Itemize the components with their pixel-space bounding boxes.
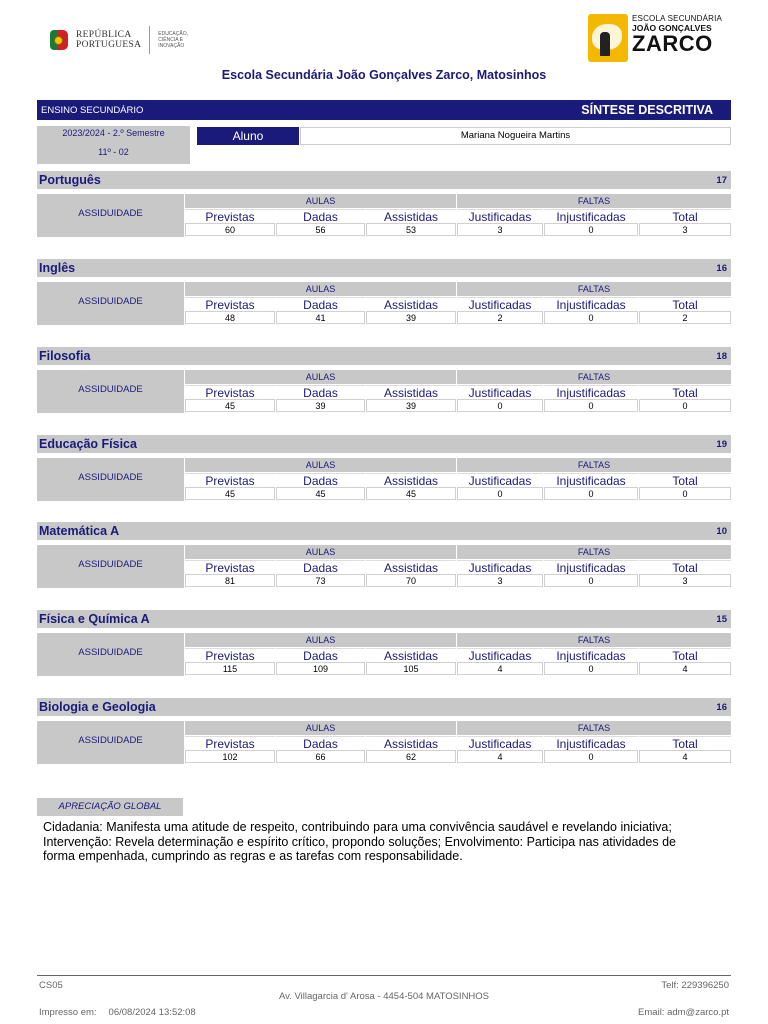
column-header-assistidas: Assistidas <box>366 297 456 311</box>
footer-email: Email: adm@zarco.pt <box>638 1007 729 1018</box>
school-name-main: ZARCO <box>632 31 713 56</box>
gov-line-1: REPÚBLICA <box>76 30 132 40</box>
absences-group-header: FALTAS <box>457 458 731 472</box>
subject-name: Filosofia <box>39 349 91 363</box>
attendance-table <box>37 633 731 676</box>
column-header-dadas: Dadas <box>276 385 365 399</box>
class-name: 11º - 02 <box>98 147 129 157</box>
subject-name: Educação Física <box>39 437 137 451</box>
column-header-injustificadas: Injustificadas <box>544 385 638 399</box>
school-year: 2023/2024 - 2.º Semestre <box>62 128 165 138</box>
subject-name: Física e Química A <box>39 612 150 626</box>
column-header-justificadas: Justificadas <box>457 736 543 750</box>
column-header-total: Total <box>639 736 731 750</box>
attendance-label: ASSIDUIDADE <box>37 721 184 764</box>
value-previstas: 102 <box>185 750 275 763</box>
attendance-label: ASSIDUIDADE <box>37 194 184 237</box>
value-justificadas: 4 <box>457 750 543 763</box>
value-total: 2 <box>639 311 731 324</box>
subject-block <box>37 171 731 237</box>
value-injustificadas: 0 <box>544 574 638 587</box>
attendance-table <box>37 545 731 588</box>
absences-group-header: FALTAS <box>457 370 731 384</box>
subject-header <box>37 610 731 628</box>
column-header-justificadas: Justificadas <box>457 648 543 662</box>
portuguese-flag-icon <box>50 28 70 52</box>
column-header-dadas: Dadas <box>276 297 365 311</box>
document-title: Escola Secundária João Gonçalves Zarco, Matosinhos <box>221 68 547 82</box>
value-dadas: 41 <box>276 311 365 324</box>
subject-block <box>37 698 731 764</box>
school-name-part: JOÃO GONÇALVES <box>632 23 712 33</box>
value-justificadas: 0 <box>457 399 543 412</box>
value-injustificadas: 0 <box>544 399 638 412</box>
footer-address: Av. Villagarcia d' Arosa - 4454-504 MATOSINHOS <box>278 991 490 1002</box>
logo-divider <box>149 26 150 54</box>
value-injustificadas: 0 <box>544 223 638 236</box>
classes-group-header: AULAS <box>185 633 456 647</box>
attendance-label: ASSIDUIDADE <box>37 370 184 413</box>
value-assistidas: 53 <box>366 223 456 236</box>
attendance-table <box>37 370 731 413</box>
subject-name: Português <box>39 173 101 187</box>
school-type: ESCOLA SECUNDÁRIA <box>632 14 723 23</box>
ministry-name: EDUCAÇÃO, CIÊNCIA E INOVAÇÃO <box>158 31 188 49</box>
print-info <box>39 1007 196 1018</box>
classes-group-header: AULAS <box>185 545 456 559</box>
attendance-table <box>37 721 731 764</box>
document-code: CS05 <box>39 980 63 991</box>
school-emblem-icon <box>588 14 628 62</box>
section-band <box>37 100 731 120</box>
footer-phone: Telf: 229396250 <box>661 980 729 991</box>
report-type: SÍNTESE DESCRITIVA <box>581 103 713 117</box>
print-label: Impresso em: <box>39 1007 97 1018</box>
column-header-previstas: Previstas <box>185 297 275 311</box>
subject-header <box>37 347 731 365</box>
subject-code: 17 <box>716 174 727 186</box>
column-header-dadas: Dadas <box>276 560 365 574</box>
value-justificadas: 4 <box>457 662 543 675</box>
value-previstas: 115 <box>185 662 275 675</box>
subject-block <box>37 522 731 588</box>
value-injustificadas: 0 <box>544 487 638 500</box>
column-header-dadas: Dadas <box>276 473 365 487</box>
subject-code: 16 <box>716 701 727 713</box>
value-previstas: 45 <box>185 487 275 500</box>
column-header-injustificadas: Injustificadas <box>544 648 638 662</box>
print-date: 06/08/2024 13:52:08 <box>108 1007 196 1018</box>
value-total: 4 <box>639 750 731 763</box>
absences-group-header: FALTAS <box>457 721 731 735</box>
value-previstas: 45 <box>185 399 275 412</box>
column-header-total: Total <box>639 297 731 311</box>
value-dadas: 66 <box>276 750 365 763</box>
absences-group-header: FALTAS <box>457 282 731 296</box>
value-total: 4 <box>639 662 731 675</box>
value-previstas: 60 <box>185 223 275 236</box>
column-header-injustificadas: Injustificadas <box>544 560 638 574</box>
column-header-justificadas: Justificadas <box>457 385 543 399</box>
column-header-justificadas: Justificadas <box>457 209 543 223</box>
value-previstas: 81 <box>185 574 275 587</box>
subject-code: 19 <box>716 438 727 450</box>
column-header-total: Total <box>639 560 731 574</box>
column-header-assistidas: Assistidas <box>366 648 456 662</box>
classes-group-header: AULAS <box>185 194 456 208</box>
attendance-table <box>37 458 731 501</box>
column-header-injustificadas: Injustificadas <box>544 297 638 311</box>
global-appraisal-text: Cidadania: Manifesta uma atitude de respeito, contribuindo para uma convivência saudável e revelando iniciativa; Intervenção: Revela determinação e espírito crítico, propondo soluções; Envolvimento: Participa nas atividades de forma empenhada, cumprindo as regras e as tarefas com responsabilidade. <box>43 820 676 863</box>
value-dadas: 56 <box>276 223 365 236</box>
government-name <box>76 30 141 50</box>
subject-code: 15 <box>716 613 727 625</box>
student-label: Aluno <box>197 127 299 145</box>
value-dadas: 109 <box>276 662 365 675</box>
absences-group-header: FALTAS <box>457 194 731 208</box>
value-previstas: 48 <box>185 311 275 324</box>
school-logo-text <box>632 14 722 55</box>
education-level: ENSINO SECUNDÁRIO <box>41 104 144 116</box>
classes-group-header: AULAS <box>185 721 456 735</box>
attendance-table <box>37 194 731 237</box>
value-injustificadas: 0 <box>544 750 638 763</box>
column-header-assistidas: Assistidas <box>366 473 456 487</box>
column-header-injustificadas: Injustificadas <box>544 209 638 223</box>
school-logo <box>588 14 722 62</box>
subject-header <box>37 435 731 453</box>
subject-header <box>37 171 731 189</box>
value-assistidas: 62 <box>366 750 456 763</box>
column-header-dadas: Dadas <box>276 648 365 662</box>
column-header-justificadas: Justificadas <box>457 560 543 574</box>
column-header-justificadas: Justificadas <box>457 297 543 311</box>
classes-group-header: AULAS <box>185 282 456 296</box>
subject-name: Inglês <box>39 261 76 275</box>
value-assistidas: 105 <box>366 662 456 675</box>
column-header-previstas: Previstas <box>185 473 275 487</box>
subject-code: 16 <box>716 262 727 274</box>
value-total: 0 <box>639 399 731 412</box>
value-justificadas: 3 <box>457 223 543 236</box>
column-header-total: Total <box>639 473 731 487</box>
column-header-assistidas: Assistidas <box>366 209 456 223</box>
government-logo <box>50 26 206 54</box>
attendance-label: ASSIDUIDADE <box>37 633 184 676</box>
subject-code: 10 <box>716 525 727 537</box>
attendance-label: ASSIDUIDADE <box>37 545 184 588</box>
value-injustificadas: 0 <box>544 662 638 675</box>
column-header-previstas: Previstas <box>185 736 275 750</box>
classes-group-header: AULAS <box>185 370 456 384</box>
value-assistidas: 39 <box>366 399 456 412</box>
column-header-dadas: Dadas <box>276 736 365 750</box>
column-header-previstas: Previstas <box>185 648 275 662</box>
subject-block <box>37 435 731 501</box>
subject-code: 18 <box>716 350 727 362</box>
subject-block <box>37 347 731 413</box>
attendance-label: ASSIDUIDADE <box>37 458 184 501</box>
column-header-dadas: Dadas <box>276 209 365 223</box>
attendance-label: ASSIDUIDADE <box>37 282 184 325</box>
classes-group-header: AULAS <box>185 458 456 472</box>
page-header <box>0 0 768 70</box>
value-dadas: 73 <box>276 574 365 587</box>
subject-header <box>37 698 731 716</box>
column-header-total: Total <box>639 209 731 223</box>
value-injustificadas: 0 <box>544 311 638 324</box>
column-header-previstas: Previstas <box>185 560 275 574</box>
value-total: 3 <box>639 223 731 236</box>
value-assistidas: 45 <box>366 487 456 500</box>
subject-name: Biologia e Geologia <box>39 700 156 714</box>
subject-block <box>37 610 731 676</box>
column-header-previstas: Previstas <box>185 209 275 223</box>
column-header-previstas: Previstas <box>185 385 275 399</box>
gov-line-2: PORTUGUESA <box>76 40 142 50</box>
value-dadas: 39 <box>276 399 365 412</box>
absences-group-header: FALTAS <box>457 545 731 559</box>
attendance-table <box>37 282 731 325</box>
column-header-injustificadas: Injustificadas <box>544 473 638 487</box>
subject-name: Matemática A <box>39 524 120 538</box>
column-header-justificadas: Justificadas <box>457 473 543 487</box>
subject-header <box>37 259 731 277</box>
student-name: Mariana Nogueira Martins <box>300 127 731 145</box>
global-appraisal-label: APRECIAÇÃO GLOBAL <box>37 798 183 816</box>
subject-block <box>37 259 731 325</box>
value-dadas: 45 <box>276 487 365 500</box>
value-assistidas: 70 <box>366 574 456 587</box>
column-header-assistidas: Assistidas <box>366 560 456 574</box>
value-assistidas: 39 <box>366 311 456 324</box>
value-justificadas: 0 <box>457 487 543 500</box>
period-box <box>37 126 190 164</box>
value-total: 0 <box>639 487 731 500</box>
column-header-total: Total <box>639 385 731 399</box>
value-total: 3 <box>639 574 731 587</box>
column-header-total: Total <box>639 648 731 662</box>
absences-group-header: FALTAS <box>457 633 731 647</box>
column-header-assistidas: Assistidas <box>366 736 456 750</box>
subject-header <box>37 522 731 540</box>
column-header-assistidas: Assistidas <box>366 385 456 399</box>
value-justificadas: 2 <box>457 311 543 324</box>
column-header-injustificadas: Injustificadas <box>544 736 638 750</box>
value-justificadas: 3 <box>457 574 543 587</box>
footer-divider <box>37 975 731 976</box>
